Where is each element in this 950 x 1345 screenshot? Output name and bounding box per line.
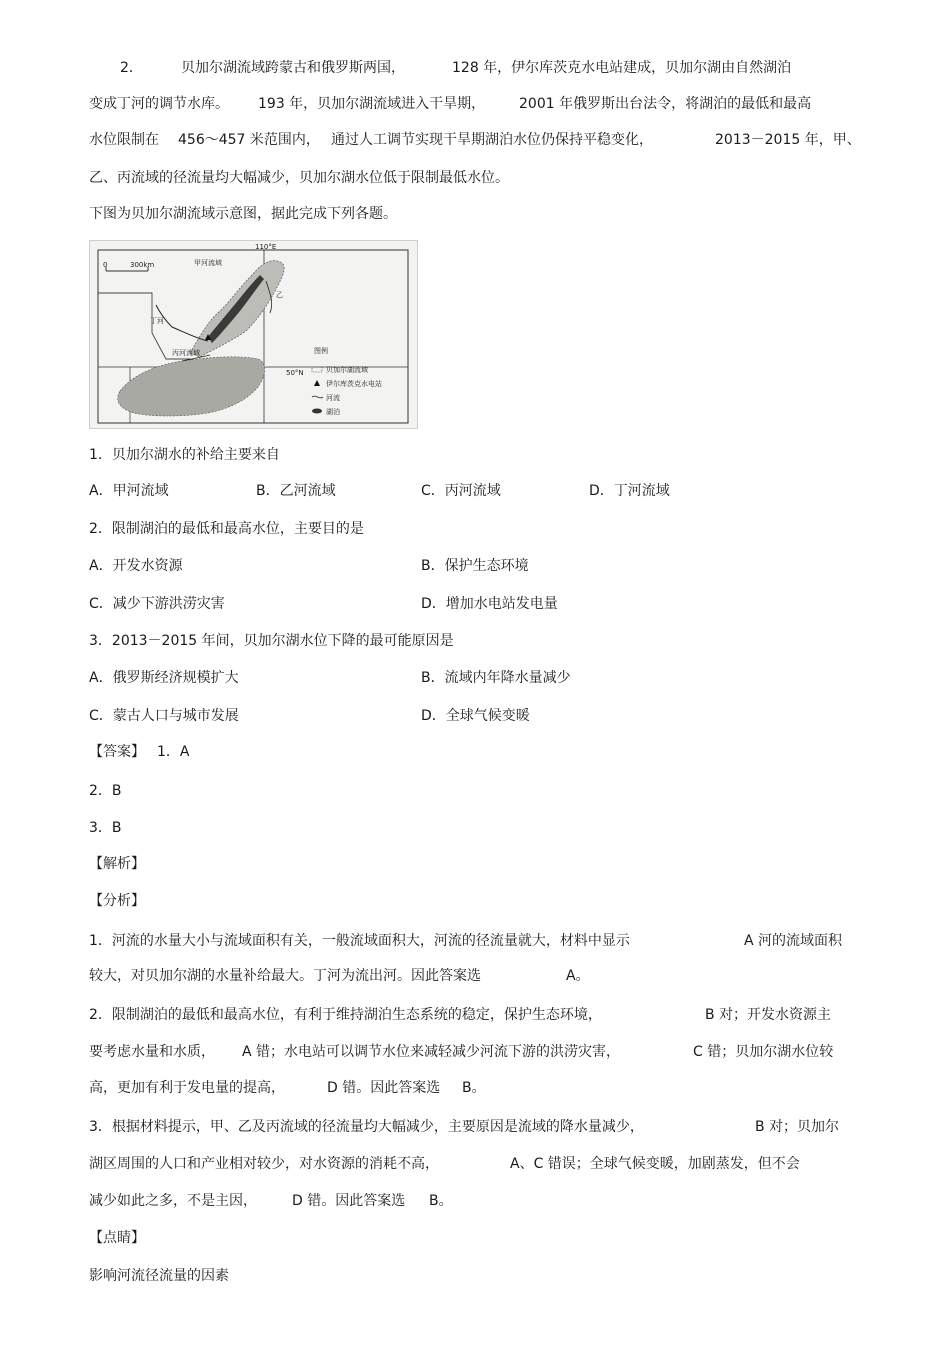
answer-heading: 【答案】 bbox=[89, 744, 145, 760]
baikal-basin-map bbox=[89, 240, 418, 429]
legend-basin-icon bbox=[312, 367, 322, 372]
analysis-1-line-1a: 1．河流的水量大小与流域面积有关，一般流域面积大，河流的径流量就大，材料中显示 bbox=[89, 933, 630, 949]
last-line: 影响河流径流量的因素 bbox=[89, 1268, 229, 1284]
intro-line-3a: 水位限制在 bbox=[89, 132, 159, 148]
analysis-3-line-3c: B。 bbox=[429, 1193, 453, 1209]
jiexi-heading: 【解析】 bbox=[89, 856, 145, 872]
analysis-3-line-2a: 湖区周围的人口和产业相对较少，对水资源的消耗不高， bbox=[89, 1156, 439, 1172]
q3-option-b: B．流域内年降水量减少 bbox=[421, 670, 571, 686]
analysis-1-line-2a: 较大，对贝加尔湖的水量补给最大。丁河为流出河。因此答案选 bbox=[89, 968, 481, 984]
scale-label: 300km bbox=[130, 261, 155, 269]
analysis-2-line-3a: 高，更加有利于发电量的提高， bbox=[89, 1080, 285, 1096]
legend-river-icon bbox=[312, 396, 323, 398]
q3-option-d: D．全球气候变暖 bbox=[421, 708, 530, 724]
question-1-stem: 1．贝加尔湖水的补给主要来自 bbox=[89, 447, 280, 463]
q2-option-b: B．保护生态环境 bbox=[421, 558, 529, 574]
fenxi-heading: 【分析】 bbox=[89, 893, 145, 909]
analysis-1-line-2b: A。 bbox=[566, 968, 590, 984]
intro-line-5: 下图为贝加尔湖流域示意图，据此完成下列各题。 bbox=[89, 206, 397, 222]
analysis-2-line-1a: 2．限制湖泊的最低和最高水位，有利于维持湖泊生态系统的稳定，保护生态环境， bbox=[89, 1007, 602, 1023]
map-drawing bbox=[90, 241, 417, 428]
intro-line-2c: 2001 年俄罗斯出台法令，将湖泊的最低和最高 bbox=[519, 96, 812, 112]
parallel-50n-label: 50°N bbox=[286, 369, 304, 377]
analysis-3-line-1a: 3．根据材料提示，甲、乙及丙流域的径流量均大幅减少，主要原因是流域的降水量减少， bbox=[89, 1119, 644, 1135]
q1-option-d: D．丁河流域 bbox=[589, 483, 670, 499]
intro-line-2a: 变成丁河的调节水库。 bbox=[89, 96, 229, 112]
basin-bing-label: 丙河流域 bbox=[172, 349, 200, 357]
scale-zero-label: 0 bbox=[103, 261, 108, 269]
river-ding-label: 丁河 bbox=[150, 317, 164, 325]
legend-title: 图例 bbox=[314, 347, 328, 355]
meridian-110e-label: 110°E bbox=[255, 243, 277, 251]
legend-basin-label: 贝加尔湖流域 bbox=[326, 366, 368, 374]
intro-line-1: 2． bbox=[120, 60, 143, 76]
intro-line-3c: 通过人工调节实现干旱期湖泊水位仍保持平稳变化， bbox=[331, 132, 653, 148]
legend-river-label: 河流 bbox=[326, 394, 340, 402]
question-2-stem: 2．限制湖泊的最低和最高水位，主要目的是 bbox=[89, 521, 364, 537]
analysis-1-line-1b: A 河的流域面积 bbox=[744, 933, 843, 949]
q1-option-b: B．乙河流域 bbox=[256, 483, 336, 499]
analysis-2-line-2c: C 错；贝加尔湖水位较 bbox=[693, 1044, 834, 1060]
intro-line-3b: 456～457 米范围内， bbox=[178, 132, 320, 148]
analysis-2-line-1b: B 对；开发水资源主 bbox=[705, 1007, 832, 1023]
analysis-3-line-1b: B 对；贝加尔 bbox=[755, 1119, 840, 1135]
intro-line-2b: 193 年，贝加尔湖流域进入干旱期， bbox=[258, 96, 486, 112]
legend-station-icon bbox=[314, 380, 320, 386]
question-3-stem: 3．2013－2015 年间，贝加尔湖水位下降的最可能原因是 bbox=[89, 633, 454, 649]
analysis-3-line-2b: A、C 错误；全球气候变暖，加剧蒸发，但不会 bbox=[510, 1156, 800, 1172]
legend-lake-icon bbox=[312, 409, 322, 414]
legend-station-label: 伊尔库茨克水电站 bbox=[326, 380, 382, 388]
analysis-3-line-3b: D 错。因此答案选 bbox=[292, 1193, 406, 1209]
analysis-3-line-3a: 减少如此之多，不是主因， bbox=[89, 1193, 257, 1209]
intro-line-1c: 128 年，伊尔库茨克水电站建成，贝加尔湖由自然湖泊 bbox=[452, 60, 792, 76]
analysis-2-line-3c: B。 bbox=[462, 1080, 486, 1096]
legend-lake-label: 湖泊 bbox=[326, 408, 340, 416]
intro-line-4: 乙、丙流域的径流量均大幅减少，贝加尔湖水位低于限制最低水位。 bbox=[89, 170, 509, 186]
analysis-2-line-2b: A 错；水电站可以调节水位来减轻减少河流下游的洪涝灾害， bbox=[242, 1044, 621, 1060]
analysis-2-line-2a: 要考虑水量和水质， bbox=[89, 1044, 215, 1060]
basin-bing-area bbox=[118, 357, 265, 416]
q1-option-c: C．丙河流域 bbox=[421, 483, 501, 499]
q3-option-c: C．蒙古人口与城市发展 bbox=[89, 708, 239, 724]
q2-option-d: D．增加水电站发电量 bbox=[421, 596, 558, 612]
intro-line-1b: 贝加尔湖流域跨蒙古和俄罗斯两国， bbox=[181, 60, 405, 76]
dianjing-heading: 【点睛】 bbox=[89, 1230, 145, 1246]
basin-jia-label: 甲河流域 bbox=[194, 259, 222, 267]
analysis-2-line-3b: D 错。因此答案选 bbox=[327, 1080, 441, 1096]
intro-line-3d: 2013－2015 年，甲、 bbox=[715, 132, 861, 148]
q2-option-a: A．开发水资源 bbox=[89, 558, 183, 574]
answer-1: 1．A bbox=[157, 744, 190, 760]
answer-3: 3．B bbox=[89, 820, 122, 836]
river-yi-label: 乙 bbox=[276, 291, 283, 299]
q3-option-a: A．俄罗斯经济规模扩大 bbox=[89, 670, 239, 686]
answer-2: 2．B bbox=[89, 783, 122, 799]
q1-option-a: A．甲河流域 bbox=[89, 483, 169, 499]
q2-option-c: C．减少下游洪涝灾害 bbox=[89, 596, 225, 612]
